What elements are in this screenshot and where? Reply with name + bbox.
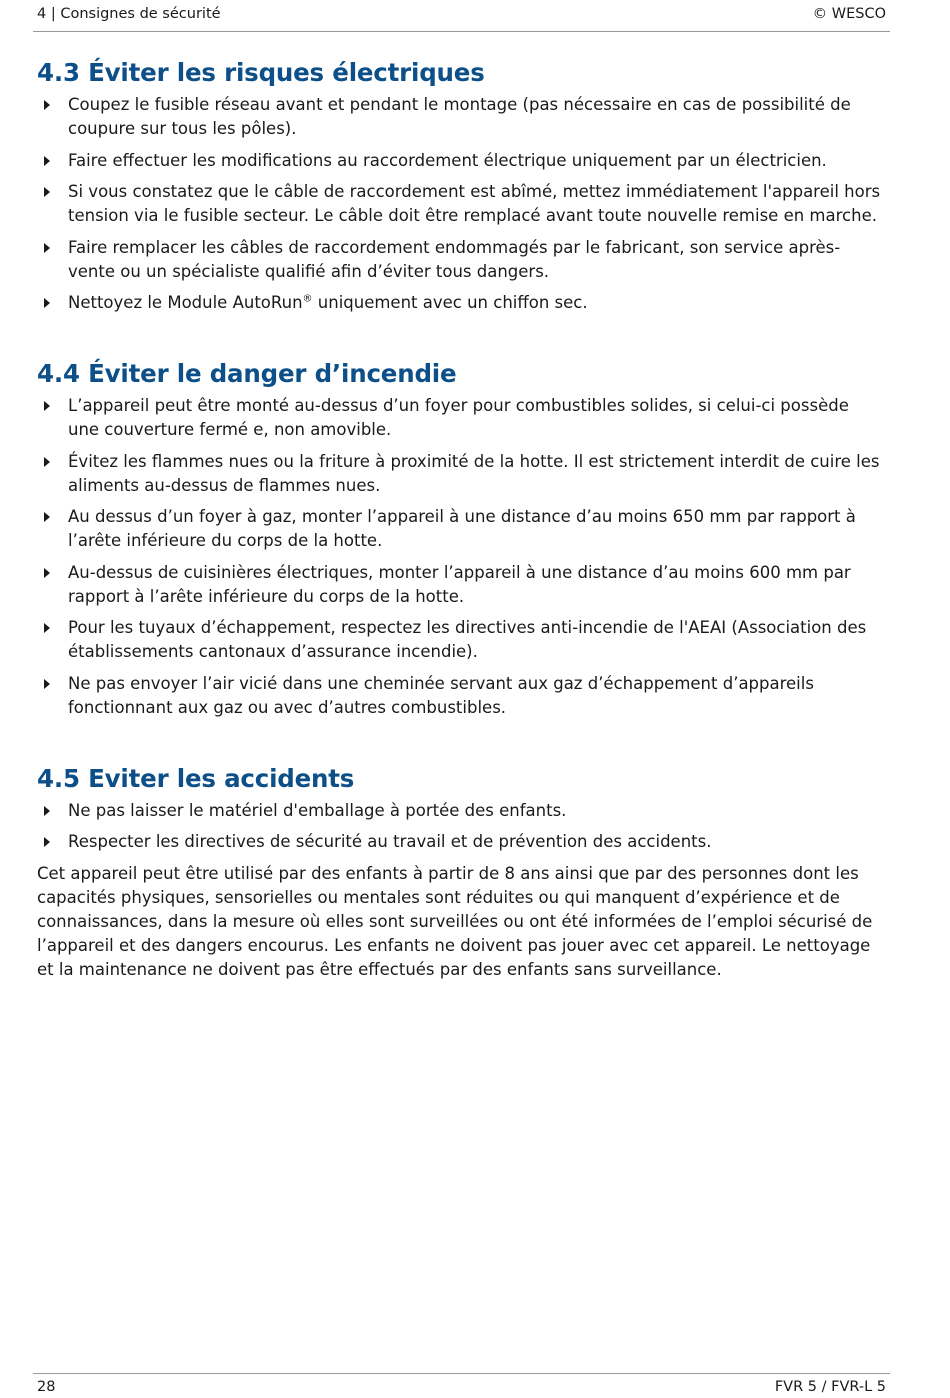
list-item: Faire remplacer les câbles de raccordement endommagés par le fabricant, son service après-vente ou un spécialiste qualifié afin d’éviter tous dangers. xyxy=(37,236,885,284)
bullet-list xyxy=(37,93,885,315)
header-copyright: © WESCO xyxy=(812,6,886,22)
bullet-arrow-icon xyxy=(44,243,50,253)
bullet-arrow-icon xyxy=(44,679,50,689)
bullet-arrow-icon xyxy=(44,100,50,110)
list-item: Respecter les directives de sécurité au travail et de prévention des accidents. xyxy=(37,830,885,854)
header-chapter: 4 | Consignes de sécurité xyxy=(37,6,221,22)
bullet-list xyxy=(37,394,885,720)
list-item: L’appareil peut être monté au-dessus d’un foyer pour combustibles solides, si celui-ci possède une couverture fermé e, non amovible. xyxy=(37,394,885,442)
section-accidents xyxy=(37,763,885,982)
list-item: Au-dessus de cuisinières électriques, monter l’appareil à une distance d’au moins 600 mm par rapport à l’arête inférieure du corps de la hotte. xyxy=(37,561,885,609)
section-title: 4.5 Eviter les accidents xyxy=(37,763,355,793)
list-item: Faire effectuer les modifications au raccordement électrique uniquement par un électricien. xyxy=(37,149,885,173)
list-item: Ne pas laisser le matériel d'emballage à portée des enfants. xyxy=(37,799,885,823)
list-item: Nettoyez le Module AutoRun® uniquement avec un chiffon sec. xyxy=(37,291,885,315)
list-item: Pour les tuyaux d’échappement, respectez les directives anti-incendie de l'AEAI (Association des établissements cantonaux d’assurance incendie). xyxy=(37,616,885,664)
bullet-arrow-icon xyxy=(44,457,50,467)
model-name: FVR 5 / FVR-L 5 xyxy=(774,1379,886,1395)
page-header xyxy=(33,0,890,32)
section-title: 4.3 Éviter les risques électriques xyxy=(37,58,485,87)
bullet-arrow-icon xyxy=(44,837,50,847)
section-title: 4.4 Éviter le danger d’incendie xyxy=(37,359,457,388)
bullet-arrow-icon xyxy=(44,187,50,197)
children-safety-paragraph: Cet appareil peut être utilisé par des enfants à partir de 8 ans ainsi que par des personnes dont les capacités physiques, sensorielles ou mentales sont réduites ou qui manquent d’expérience et de connaissances, dans la mesure où elles sont surveillées ou ont été informées de l’emploi sécurisé de l’appareil et des dangers encourus. Les enfants ne doivent pas jouer avec cet appareil. Le nettoyage et la maintenance ne doivent pas être effectués par des enfants sans surveillance. xyxy=(37,863,873,979)
page-number: 28 xyxy=(37,1379,56,1395)
registered-mark: ® xyxy=(302,293,313,305)
bullet-arrow-icon xyxy=(44,568,50,578)
section-electrical-risks xyxy=(37,57,885,315)
bullet-list xyxy=(37,799,885,855)
list-item: Au dessus d’un foyer à gaz, monter l’appareil à une distance d’au moins 650 mm par rapport à l’arête inférieure du corps de la hotte. xyxy=(37,505,885,553)
bullet-arrow-icon xyxy=(44,806,50,816)
bullet-arrow-icon xyxy=(44,512,50,522)
list-item: Évitez les flammes nues ou la friture à proximité de la hotte. Il est strictement interdit de cuire les aliments au-dessus de flammes nues. xyxy=(37,450,885,498)
bullet-arrow-icon xyxy=(44,156,50,166)
bullet-arrow-icon xyxy=(44,623,50,633)
bullet-arrow-icon xyxy=(44,298,50,308)
page-content xyxy=(37,57,885,982)
page-footer xyxy=(33,1373,890,1398)
bullet-arrow-icon xyxy=(44,401,50,411)
section-fire-danger xyxy=(37,358,885,720)
list-item: Ne pas envoyer l’air vicié dans une cheminée servant aux gaz d’échappement d’appareils fonctionnant aux gaz ou avec d’autres combustibles. xyxy=(37,672,885,720)
list-item: Si vous constatez que le câble de raccordement est abîmé, mettez immédiatement l'appareil hors tension via le fusible secteur. Le câble doit être remplacé avant toute nouvelle remise en marche. xyxy=(37,180,885,228)
list-item: Coupez le fusible réseau avant et pendant le montage (pas nécessaire en cas de possibilité de coupure sur tous les pôles). xyxy=(37,93,885,141)
